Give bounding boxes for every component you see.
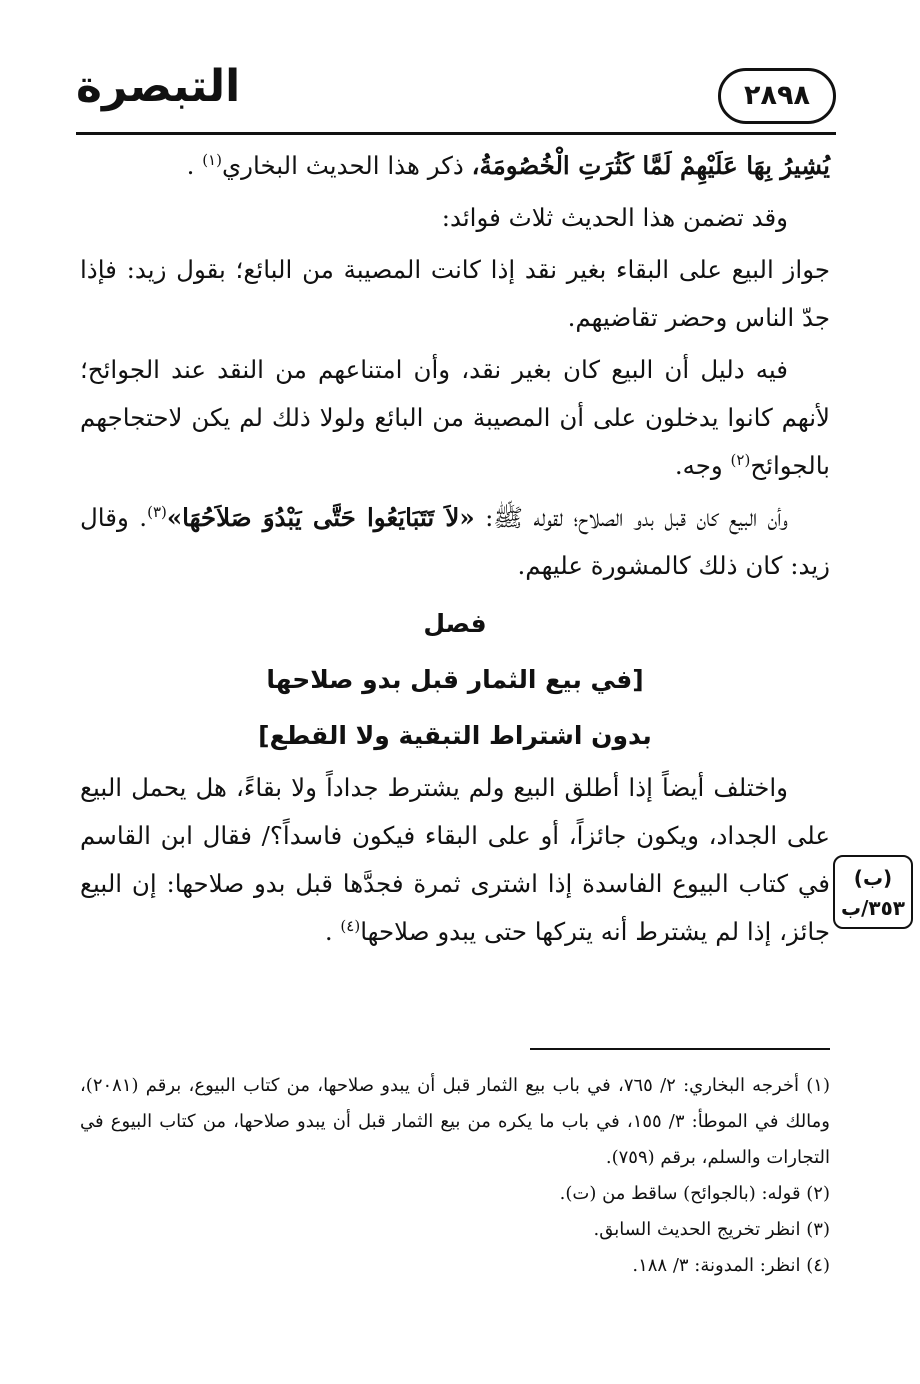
- paragraph-2: وقد تضمن هذا الحديث ثلاث فوائد:: [441, 203, 788, 232]
- paragraph-1: [80, 142, 830, 190]
- footnote-ref-3: (٣): [147, 502, 167, 521]
- paragraph-text: .: [324, 917, 341, 946]
- section-subheading-line-2: بدون اشتراط التبقية ولا القطع]: [258, 721, 652, 750]
- margin-note-line-2: ٣٥٣/ب: [840, 896, 906, 920]
- paragraph-text: . وقال زيد: كان ذلك كالمشورة عليهم.: [80, 503, 830, 580]
- page-number: ٢٨٩٨: [718, 68, 836, 124]
- footnote-4: (٤) انظر: المدونة: ٣/ ١٨٨.: [632, 1255, 830, 1276]
- quran-verse: يُشِيرُ بِهَا عَلَيْهِمْ لَمَّا كَثُرَتِ الْخُصُومَةُ،: [471, 151, 830, 180]
- footnote-ref-2: (٢): [730, 450, 751, 469]
- paragraph-text: ذكر هذا الحديث البخاري: [221, 151, 472, 180]
- footnote-ref-4: (٤): [340, 916, 361, 935]
- paragraph-text: واختلف أيضاً إذا أطلق البيع ولم يشترط جداداً ولا بقاءً، هل يحمل البيع على الجداد، ويكون جائزاً، أو على البقاء فيكون فاسداً؟/ فقال ابن القاسم في كتاب البيوع الفاسدة إذا اشترى ثمرة فجدَّها قبل بدو صلاحها: إن البيع جائز، إذا لم يشترط أنه يتركها حتى يبدو صلاحها: [80, 773, 830, 946]
- section-subheading-line-1: [في بيع الثمار قبل بدو صلاحها: [266, 665, 644, 694]
- paragraph-text: وجه.: [674, 451, 731, 480]
- paragraph-3: جواز البيع على البقاء بغير نقد إذا كانت المصيبة من البائع؛ بقول زيد: فإذا جدّ الناس وحضر تقاضيهم.: [80, 255, 830, 332]
- footnote-1: (١) أخرجه البخاري: ٢/ ٧٦٥، في باب بيع الثمار قبل أن يبدو صلاحها، من كتاب البيوع، برقم (٢٠٨١)، ومالك في الموطأ: ٣/ ١٥٥، في باب ما يكره من بيع الثمار قبل أن يبدو صلاحها، من كتاب البيوع في التجارات والسلم، برقم (٧٥٩).: [80, 1075, 830, 1168]
- paragraph-text: فيه دليل أن البيع كان بغير نقد، وأن امتناعهم من النقد عند الجوائح؛ لأنهم كانوا يدخلون على أن المصيبة من البائع ولولا ذلك لم يكن لاحتجاجهم بالجوائح: [80, 355, 830, 480]
- paragraph-text: .: [186, 151, 203, 180]
- footnote-separator: [530, 1048, 830, 1050]
- section-heading: فصل: [423, 609, 487, 638]
- book-title: التبصرة: [76, 61, 241, 112]
- manuscript-margin-note: [833, 855, 913, 929]
- paragraph-text: وأن البيع كان قبل بدو الصلاح؛ لقوله ﷺ:: [474, 503, 789, 532]
- hadith-quote: «لاَ تَتَبَايَعُوا حَتَّى يَبْدُوَ صَلاَحُهَا»: [166, 503, 475, 532]
- footnotes: [80, 1068, 830, 1284]
- footnote-ref-1: (١): [202, 150, 222, 169]
- margin-note-line-1: (ب): [853, 866, 893, 890]
- paragraph-4: [80, 346, 830, 490]
- paragraph-6: [80, 764, 830, 956]
- paragraph-5: [80, 494, 830, 590]
- footnote-2: (٢) قوله: (بالجوائح) ساقط من (ت).: [559, 1183, 830, 1204]
- main-text: [80, 142, 830, 956]
- footnote-3: (٣) انظر تخريج الحديث السابق.: [593, 1219, 830, 1240]
- page-header: [76, 50, 836, 135]
